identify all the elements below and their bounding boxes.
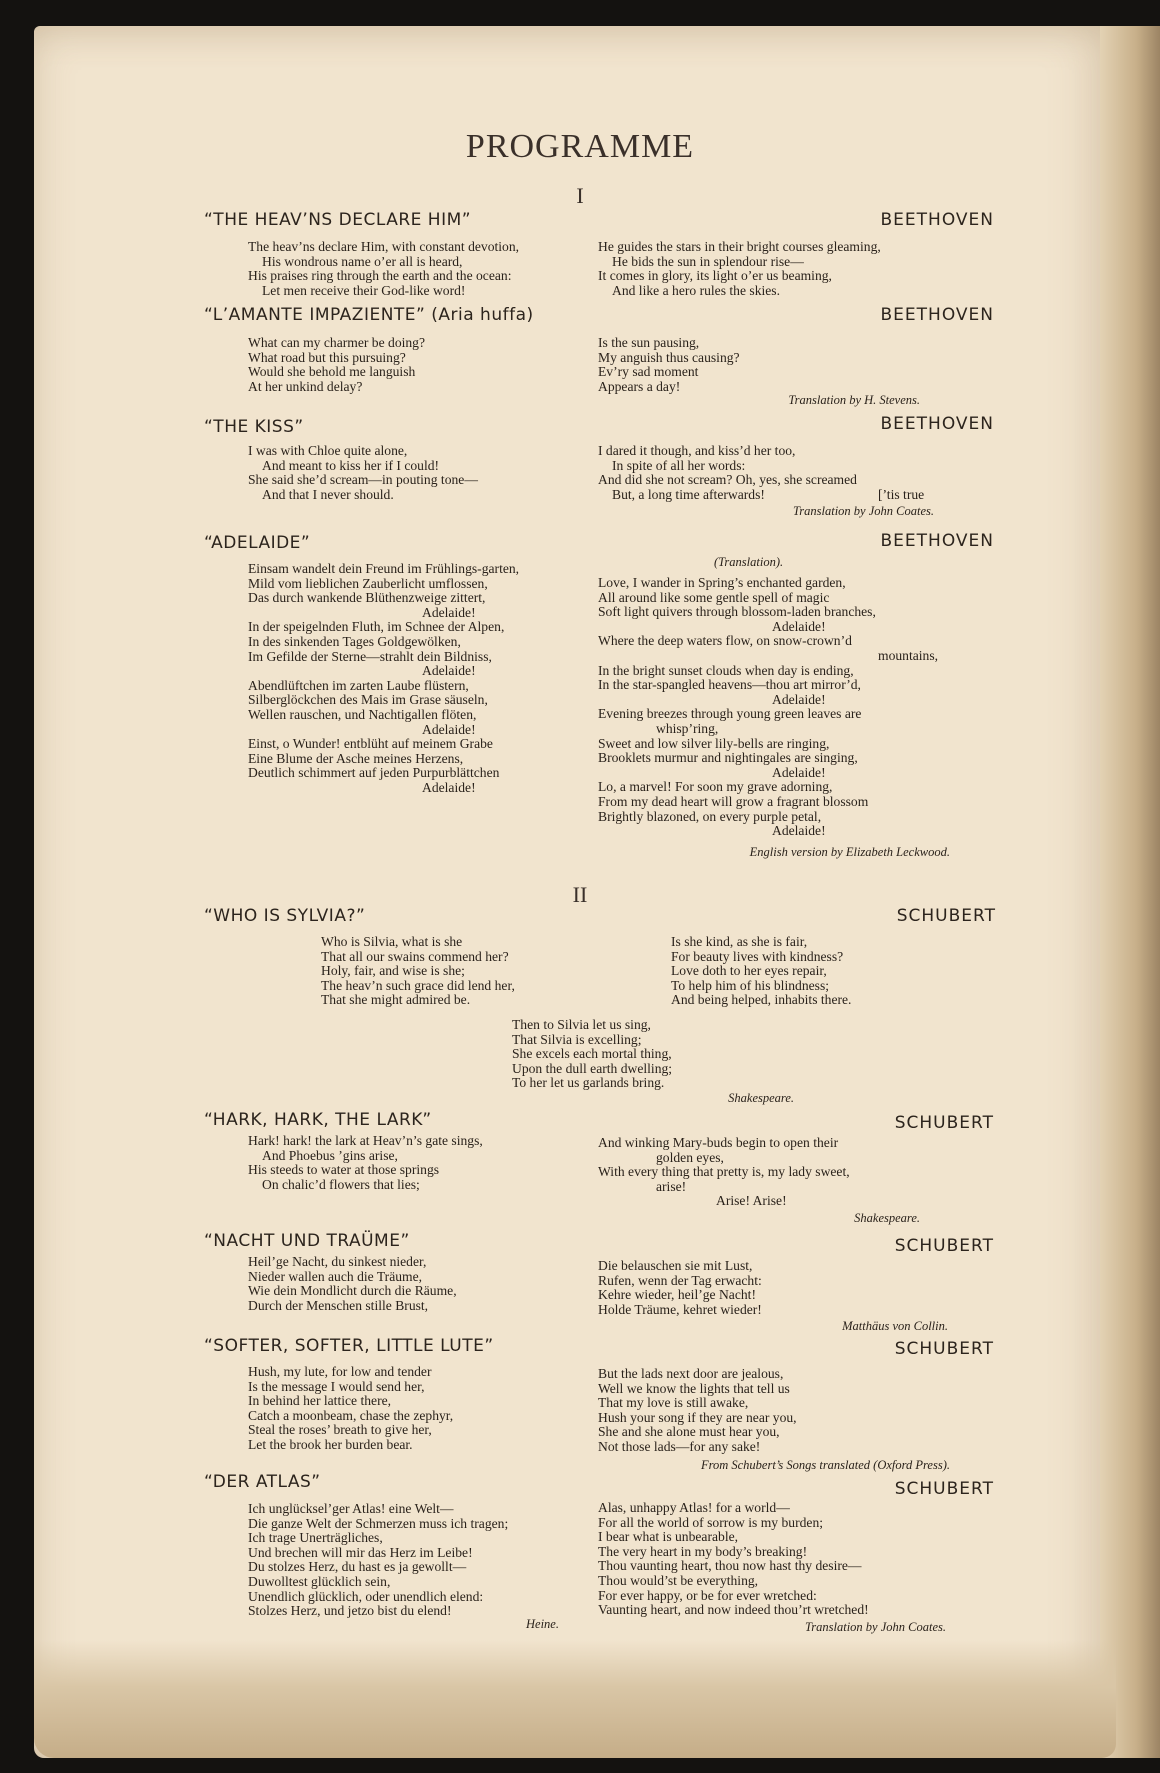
verse-left — [248, 562, 519, 796]
verse-line: Adelaide! — [422, 604, 476, 620]
song-title: “L’AMANTE IMPAZIENTE” (Aria huffa) — [204, 305, 534, 325]
verse-line: Arise! Arise! — [716, 1193, 787, 1209]
verse-line: He bids the sun in splendour rise— — [612, 253, 804, 269]
verse-line: At her unkind delay? — [248, 378, 363, 394]
verse-line: It comes in glory, its light o’er us beaming, — [598, 268, 832, 284]
author-credit: Heine. — [526, 1617, 559, 1631]
verse-line: Appears a day! — [598, 378, 681, 394]
verse-right — [671, 935, 851, 1008]
verse-line: Brooklets murmur and nightingales are singing, — [598, 750, 858, 766]
verse-line: Im Gefilde der Sterne—strahlt dein Bildniss, — [248, 648, 492, 664]
verse-line: Let men receive their God-like word! — [262, 282, 466, 298]
verse-line: The very heart in my body’s breaking! — [598, 1543, 808, 1559]
verse-line: Holde Träume, kehret wieder! — [598, 1301, 762, 1317]
verse-right — [598, 576, 938, 839]
verse-line: And being helped, inhabits there. — [671, 992, 852, 1008]
verse-line: Where the deep waters flow, on snow-crown’d — [598, 633, 852, 649]
verse-line: Deutlich schimmert auf jeden Purpurblättchen — [248, 765, 500, 781]
composer: BEETHOVEN — [880, 305, 994, 325]
verse-line: I bear what is unbearable, — [598, 1529, 739, 1545]
verse-right — [598, 240, 881, 298]
verse-line: Adelaide! — [772, 764, 826, 780]
verse-line: Das durch wankende Blüthenzweige zittert, — [248, 590, 486, 606]
verse-line: On chalic’d flowers that lies; — [262, 1176, 420, 1192]
translation-credit: Translation by John Coates. — [793, 504, 934, 518]
verse-right — [598, 1501, 869, 1618]
verse-line: Die belauschen sie mit Lust, — [598, 1258, 753, 1273]
verse-line: Unendlich glücklich, oder unendlich elend: — [248, 1588, 484, 1604]
verse-line: With every thing that pretty is, my lady sweet, — [598, 1164, 850, 1180]
song-title: “THE HEAV’NS DECLARE HIM” — [204, 210, 472, 230]
verse-line: The heav’ns declare Him, with constant devotion, — [248, 239, 520, 254]
composer: SCHUBERT — [894, 1236, 994, 1256]
verse-left — [248, 444, 478, 502]
verse-line: What road but this pursuing? — [248, 349, 406, 365]
verse-line: Durch der Menschen stille Brust, — [248, 1297, 429, 1313]
verse-right — [598, 1259, 762, 1317]
verse-line: Brightly blazoned, on every purple petal, — [598, 808, 822, 824]
verse-line: For beauty lives with kindness? — [671, 948, 844, 964]
translation-credit: From Schubert’s Songs translated (Oxford Press). — [700, 1458, 950, 1472]
verse-line: Vaunting heart, and now indeed thou’rt wretched! — [598, 1602, 869, 1618]
verse-line: Love, I wander in Spring’s enchanted garden, — [598, 575, 846, 590]
verse-line: Thou vaunting heart, thou now hast thy desire— — [598, 1558, 862, 1574]
author-credit: Shakespeare. — [854, 1211, 920, 1225]
verse-line: Hark! hark! the lark at Heav’n’s gate sings, — [248, 1133, 483, 1148]
composer: BEETHOVEN — [880, 531, 994, 551]
verse-line: To her let us garlands bring. — [512, 1075, 665, 1091]
verse-left — [248, 240, 519, 298]
page-title: PROGRAMME — [465, 128, 695, 165]
verse-line: I dared it though, and kiss’d her too, — [598, 443, 796, 458]
composer: BEETHOVEN — [880, 414, 994, 434]
verse-line: Hush your song if they are near you, — [598, 1409, 797, 1425]
verse-line: Evening breezes through young green leaves are — [598, 706, 862, 722]
verse-left — [321, 935, 515, 1008]
verse-line: In behind her lattice there, — [248, 1393, 392, 1409]
verse-line: mountains, — [878, 647, 939, 663]
song-title: “WHO IS SYLVIA?” — [204, 906, 366, 926]
verse-right — [598, 1136, 850, 1209]
verse-line: Kehre wieder, heil’ge Nacht! — [598, 1287, 756, 1303]
song-title: “NACHT UND TRAÜME” — [204, 1231, 410, 1251]
verse-left — [248, 1502, 508, 1619]
verse-line: Die ganze Welt der Schmerzen muss ich tragen; — [248, 1515, 509, 1531]
verse-line: That all our swains commend her? — [321, 948, 509, 964]
verse-line: What can my charmer be doing? — [248, 335, 426, 350]
verse-line: whisp’ring, — [656, 720, 719, 736]
song-title: “SOFTER, SOFTER, LITTLE LUTE” — [204, 1336, 494, 1356]
verse-line: arise! — [656, 1178, 687, 1194]
author-credit: Shakespeare. — [728, 1091, 794, 1105]
verse-line: Hush, my lute, for low and tender — [248, 1364, 432, 1379]
composer: SCHUBERT — [894, 1339, 994, 1359]
verse-line: Is she kind, as she is fair, — [671, 934, 808, 949]
section-numeral: II — [572, 882, 588, 907]
verse-line: Ich unglücksel’ger Atlas! eine Welt— — [248, 1501, 454, 1516]
verse-line: Is the message I would send her, — [248, 1378, 425, 1394]
verse-line: Eine Blume der Asche meines Herzens, — [248, 750, 464, 766]
verse-line: To help him of his blindness; — [671, 977, 830, 993]
verse-line: Soft light quivers through blossom-laden branches, — [598, 604, 876, 620]
verse-line: That Silvia is excelling; — [512, 1031, 642, 1047]
verse-line: Adelaide! — [772, 691, 826, 707]
verse-line: From my dead heart will grow a fragrant blossom — [598, 793, 869, 809]
verse-line: Adelaide! — [422, 663, 476, 679]
verse-line: That she might admired be. — [321, 992, 471, 1008]
verse-line: His steeds to water at those springs — [248, 1162, 440, 1178]
song-title: “THE KISS” — [204, 417, 304, 437]
verse-left — [248, 336, 425, 394]
verse-right — [598, 444, 857, 502]
verse-line: And did she not scream? Oh, yes, she screamed — [598, 472, 857, 488]
verse-line: In des sinkenden Tages Goldgewölken, — [248, 633, 461, 649]
verse-line: In the bright sunset clouds when day is ending, — [598, 662, 854, 678]
verse-line: But, a long time afterwards! — [612, 486, 765, 502]
verse-line: For ever happy, or be for ever wretched: — [598, 1587, 817, 1603]
verse-line: And Phoebus ’gins arise, — [262, 1147, 398, 1163]
verse-line: Would she behold me languish — [248, 364, 416, 380]
verse-line: In the star-spangled heavens—thou art mirror’d, — [598, 677, 861, 693]
verse-left — [248, 1134, 483, 1192]
song-title: “ADELAIDE” — [204, 533, 311, 553]
worn-bottom-edge — [34, 1640, 1116, 1758]
verse-line: She and she alone must hear you, — [598, 1424, 780, 1440]
verse-line: My anguish thus causing? — [598, 349, 740, 365]
verse-line: Heil’ge Nacht, du sinkest nieder, — [248, 1254, 427, 1269]
verse-line: And that I never should. — [262, 486, 394, 502]
verse-line: Well we know the lights that tell us — [598, 1380, 790, 1396]
verse-right — [598, 336, 740, 394]
verse-line: He guides the stars in their bright courses gleaming, — [598, 239, 881, 254]
composer: SCHUBERT — [894, 1113, 994, 1133]
verse-line: Let the brook her burden bear. — [248, 1436, 413, 1452]
translation-label: (Translation). — [714, 555, 784, 569]
verse-line: Ev’ry sad moment — [598, 364, 699, 380]
verse-line: Adelaide! — [422, 779, 476, 795]
verse-line: Ich trage Unerträgliches, — [248, 1530, 383, 1546]
verse-line: Steal the roses’ breath to give her, — [248, 1422, 432, 1438]
verse-line: Wellen rauschen, und Nachtigallen flöten, — [248, 706, 477, 722]
verse-line: Abendlüftchen im zarten Laube flüstern, — [248, 677, 469, 693]
verse-line: Thou would’st be everything, — [598, 1572, 759, 1588]
section-numeral: I — [576, 183, 584, 208]
verse-line: Catch a moonbeam, chase the zephyr, — [248, 1407, 454, 1423]
verse-line: [’tis true — [878, 487, 925, 502]
verse-line: Is the sun pausing, — [598, 335, 700, 350]
verse-line: His praises ring through the earth and the ocean: — [248, 268, 512, 284]
verse-line: And meant to kiss her if I could! — [262, 457, 440, 473]
verse-line: Not those lads—for any sake! — [598, 1438, 761, 1454]
verse-chorus — [512, 1018, 672, 1091]
verse-line: For all the world of sorrow is my burden; — [598, 1514, 824, 1530]
song-title: “DER ATLAS” — [204, 1472, 321, 1492]
verse-line: Mild vom lieblichen Zauberlicht umflossen, — [248, 575, 488, 591]
verse-line: Duwolltest glücklich sein, — [248, 1573, 391, 1589]
verse-line: Und brechen will mir das Herz im Leibe! — [248, 1544, 473, 1560]
verse-line: In der speigelnden Fluth, im Schnee der Alpen, — [248, 619, 505, 635]
verse-line: His wondrous name o’er all is heard, — [262, 253, 463, 269]
verse-line: That my love is still awake, — [598, 1395, 749, 1411]
verse-line: Adelaide! — [772, 618, 826, 634]
verse-line: Du stolzes Herz, du hast es ja gewollt— — [248, 1559, 467, 1575]
verse-line: Alas, unhappy Atlas! for a world— — [598, 1500, 790, 1515]
verse-line: Sweet and low silver lily-bells are ringing, — [598, 735, 830, 751]
verse-line: All around like some gentle spell of magic — [598, 589, 830, 605]
verse-left — [248, 1365, 453, 1453]
verse-line: Nieder wallen auch die Träume, — [248, 1268, 423, 1284]
verse-line: I was with Chloe quite alone, — [248, 443, 408, 458]
verse-line: She excels each mortal thing, — [512, 1046, 672, 1062]
verse-line: But the lads next door are jealous, — [598, 1366, 784, 1381]
verse-line: Adelaide! — [772, 823, 826, 839]
composer: SCHUBERT — [896, 906, 996, 926]
composer: BEETHOVEN — [880, 210, 994, 230]
translation-credit: Translation by John Coates. — [805, 1620, 946, 1634]
verse-line: Rufen, wenn der Tag erwacht: — [598, 1272, 762, 1288]
translation-credit: Translation by H. Stevens. — [788, 393, 920, 407]
verse-line: Then to Silvia let us sing, — [512, 1017, 651, 1032]
verse-line: Upon the dull earth dwelling; — [512, 1060, 673, 1076]
translation-credit: English version by Elizabeth Leckwood. — [749, 845, 950, 859]
verse-line: Who is Silvia, what is she — [321, 934, 463, 949]
verse-line: Love doth to her eyes repair, — [671, 963, 827, 979]
verse-right — [598, 1367, 797, 1455]
verse-line: And like a hero rules the skies. — [612, 282, 780, 298]
verse-line: Einsam wandelt dein Freund im Frühlings-garten, — [248, 561, 520, 576]
verse-line: Wie dein Mondlicht durch die Räume, — [248, 1283, 457, 1299]
song-title: “HARK, HARK, THE LARK” — [204, 1110, 432, 1130]
verse-line: Lo, a marvel! For soon my grave adorning, — [598, 779, 833, 795]
author-credit: Matthäus von Collin. — [842, 1319, 948, 1333]
verse-line: Adelaide! — [422, 721, 476, 737]
verse-line: Holy, fair, and wise is she; — [321, 963, 465, 979]
verse-line: Einst, o Wunder! entblüht auf meinem Grabe — [248, 736, 493, 752]
verse-line: And winking Mary-buds begin to open their — [598, 1135, 839, 1150]
verse-line: In spite of all her words: — [612, 457, 746, 473]
verse-line: golden eyes, — [656, 1149, 724, 1165]
verse-line: Stolzes Herz, und jetzo bist du elend! — [248, 1603, 452, 1619]
composer: SCHUBERT — [894, 1479, 994, 1499]
verse-line: Silberglöckchen des Mais im Grase säuseln, — [248, 692, 488, 708]
verse-left — [248, 1255, 457, 1313]
verse-line: She said she’d scream—in pouting tone— — [248, 472, 478, 488]
verse-line: The heav’n such grace did lend her, — [321, 977, 515, 993]
